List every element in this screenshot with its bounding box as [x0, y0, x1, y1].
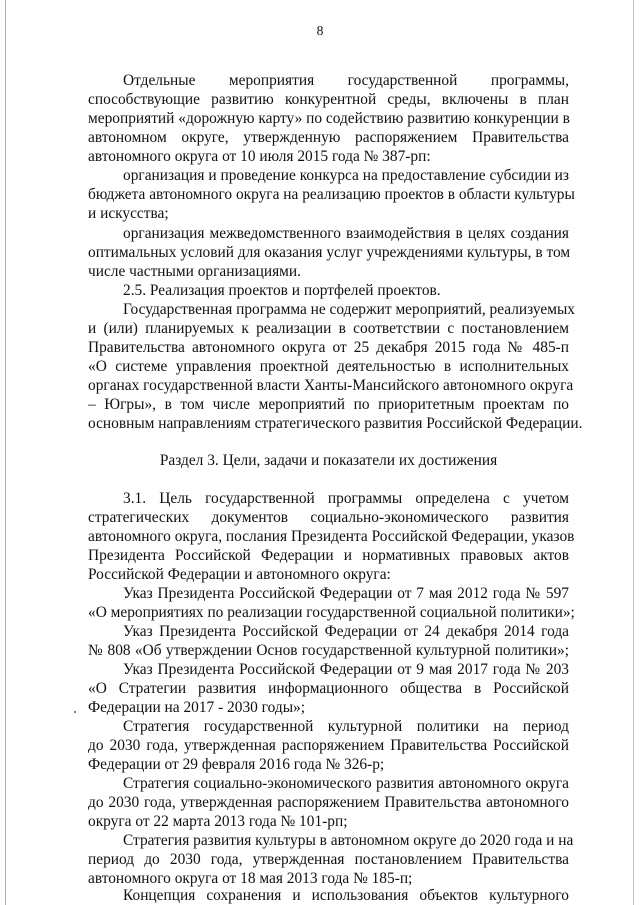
paragraph-line: Стратегия государственной культурной политики на период	[123, 718, 569, 735]
paragraph-line: организация и проведение конкурса на предоставление субсидии из	[123, 167, 569, 184]
paragraph-line: автономного округа от 18 мая 2013 года № 185-п;	[88, 870, 413, 887]
section-heading: Раздел 3. Цели, задачи и показатели их достижения	[159, 452, 498, 469]
paragraph-line: Федерации от 29 февраля 2016 года № 326-р;	[88, 756, 385, 773]
paragraph-line: организация межведомственного взаимодействия в целях создания	[123, 225, 569, 242]
paragraph-line: стратегических документов социально-экономического развития	[88, 509, 569, 526]
paragraph-line: Отдельные мероприятия государственной программы,	[123, 72, 569, 89]
paragraph-line: автономного округа от 10 июля 2015 года № 387-рп:	[88, 148, 431, 165]
paragraph-line: до 2030 года, утвержденная распоряжением Правительства автономного	[88, 794, 569, 811]
paragraph-line: Концепция сохранения и использования объектов культурного	[123, 887, 569, 904]
paragraph-line: до 2030 года, утвержденная распоряжением Правительства Российской	[88, 737, 569, 754]
paragraph-line: автономном округе, утвержденную распоряжением Правительства	[88, 129, 569, 146]
page-number: 8	[316, 23, 324, 38]
paragraph-line: Указ Президента Российской Федерации от 7 мая 2012 года № 597	[123, 585, 569, 602]
paragraph-line: Государственная программа не содержит мероприятий, реализуемых	[123, 301, 576, 318]
paragraph-line: Правительства автономного округа от 25 декабря 2015 года № 485-п	[88, 339, 569, 356]
paragraph-line: бюджета автономного округа на реализацию проектов в области культуры	[88, 186, 575, 203]
scan-speck	[74, 711, 76, 713]
paragraph-line: Российской Федерации и автономного округа:	[88, 566, 391, 583]
paragraph-line: № 808 «Об утверждении Основ государственной культурной политики»;	[88, 642, 569, 659]
paragraph-line: Федерации на 2017 - 2030 годы»;	[88, 699, 306, 716]
subsection-heading: 2.5. Реализация проектов и портфелей проектов.	[123, 282, 441, 299]
paragraph-line: округа от 22 марта 2013 года № 101-рп;	[88, 813, 348, 830]
paragraph-line: мероприятий «дорожную карту» по содействию развитию конкуренции в	[88, 110, 570, 127]
paragraph-line: «О системе управления проектной деятельностью в исполнительных	[88, 358, 569, 375]
paragraph-line: и (или) планируемых к реализации в соответствии с постановлением	[88, 320, 569, 337]
paragraph-line: способствующие развитию конкурентной среды, включены в план	[88, 91, 569, 108]
paragraph-line: «О мероприятиях по реализации государственной социальной политики»;	[88, 604, 575, 621]
paragraph-line: оптимальных условий для оказания услуг учреждениями культуры, в том	[88, 244, 571, 261]
paragraph-line: органах государственной власти Ханты-Мансийского автономного округа	[88, 377, 574, 394]
paragraph-line: «О Стратегии развития информационного общества в Российской	[88, 680, 569, 697]
paragraph-line: автономного округа, послания Президента Российской Федерации, указов	[88, 528, 575, 545]
paragraph-line: – Югры», в том числе мероприятий по приоритетным проектам по	[88, 396, 569, 413]
paragraph-line: Стратегия развития культуры в автономном округе до 2020 года и на	[123, 832, 574, 849]
paragraph-line: 3.1. Цель государственной программы определена с учетом	[123, 490, 569, 507]
paragraph-line: Президента Российской Федерации и нормативных правовых актов	[88, 547, 569, 564]
paragraph-line: Указ Президента Российской Федерации от 24 декабря 2014 года	[123, 623, 569, 640]
paragraph-line: основным направлениям стратегического развития Российской Федерации.	[88, 415, 583, 432]
paragraph-line: Указ Президента Российской Федерации от 9 мая 2017 года № 203	[123, 661, 569, 678]
paragraph-line: и искусства;	[88, 205, 169, 222]
paragraph-line: Стратегия социально-экономического развития автономного округа	[123, 775, 569, 792]
paragraph-line: период до 2030 года, утвержденная постановлением Правительства	[88, 851, 569, 868]
paragraph-line: числе частными организациями.	[88, 263, 301, 280]
scan-edge-left	[5, 0, 6, 905]
scan-edge-right	[633, 0, 634, 905]
